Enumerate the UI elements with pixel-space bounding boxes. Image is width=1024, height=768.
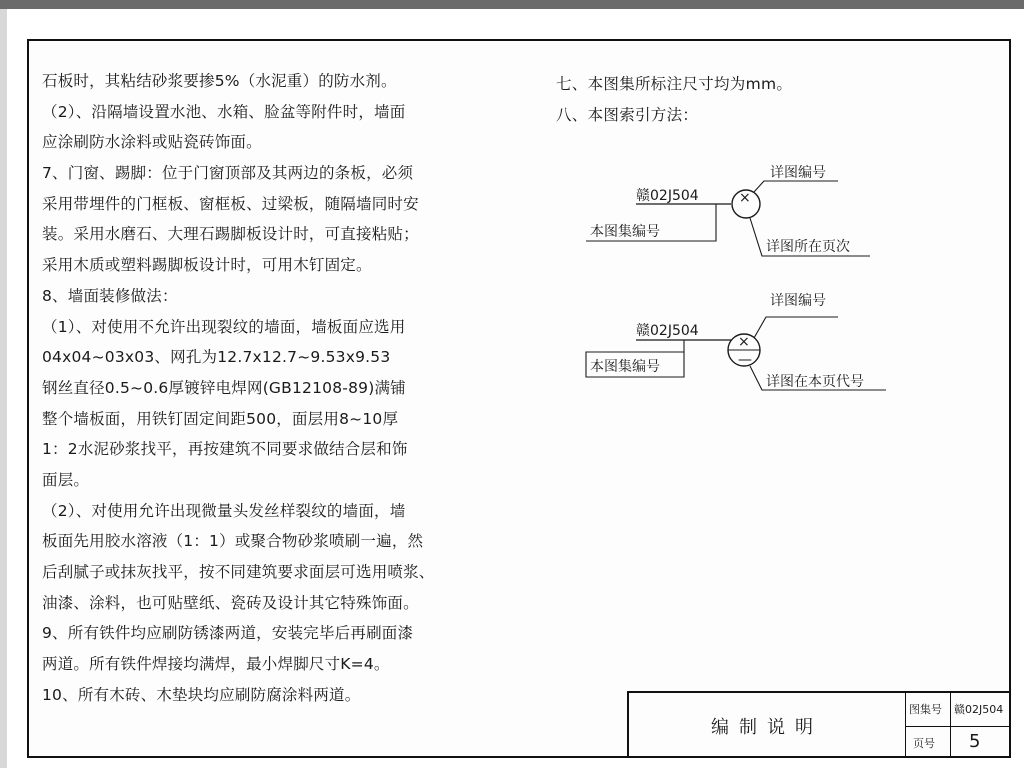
note-line: 1：2水泥砂浆找平，再按建筑不同要求做结合层和饰 [42,440,408,459]
note-line: （2）、沿隔墙设置水池、水箱、脸盆等附件时，墙面 [42,102,406,121]
note-line-dimensions: 七、本图集所标注尺寸均为mm。 [556,75,793,93]
note-line: （2）、对使用允许出现微量头发丝样裂纹的墙面，墙 [42,501,406,520]
diagram1-atlas-label: 本图集编号 [590,224,660,240]
diagram2-code: 赣02J504 [636,323,699,339]
note-line: 整个墙板面，用铁钉固定间距500，面层用8~10厚 [42,409,399,428]
note-line: 9、所有铁件均应刷防锈漆两道，安装完毕后再刷面漆 [42,624,414,643]
title-block-title: 编制说明 [711,716,823,738]
note-line: 10、所有木砖、木垫块均应刷防腐涂料两道。 [42,685,361,704]
diagram2-atlas-label: 本图集编号 [590,359,660,375]
note-line: 装。采用水磨石、大理石踢脚板设计时，可直接粘贴； [42,225,419,244]
note-line: 板面先用胶水溶液（1：1）或聚合物砂浆喷刷一遍，然 [42,532,424,551]
diagram2-detail-mark: × [738,334,750,350]
diagram2-detail-label: 详图编号 [770,293,826,309]
note-line: （1）、对使用不允许出现裂纹的墙面，墙板面应选用 [42,317,406,336]
diagram1-detail-label: 详图编号 [770,165,826,181]
note-line: 采用带埋件的门框板、窗框板、过梁板，随隔墙同时安 [42,194,419,213]
note-line-index-method: 八、本图索引方法： [556,106,699,124]
note-line: 8、墙面装修做法： [42,286,178,305]
index-diagram-2 [586,293,886,390]
note-line: 面层。 [42,470,90,489]
note-line: 04x04~03x03、网孔为12.7x12.7~9.53x9.53 [42,348,391,367]
diagram2-page-mark: — [738,352,752,368]
diagram2-detail-leader [754,317,838,338]
diagram1-page-label: 详图所在页次 [766,239,850,255]
diagram2-page-label: 详图在本页代号 [766,374,864,390]
diagram1-detail-mark: × [739,190,751,206]
note-line: 应涂刷防水涂料或贴瓷砖饰面。 [42,133,262,152]
diagram1-code: 赣02J504 [636,188,699,204]
title-block [627,691,1011,758]
note-line: 油漆、涂料，也可贴壁纸、瓷砖及设计其它特殊饰面。 [42,593,419,612]
note-line: 石板时，其粘结砂浆要掺5%（水泥重）的防水剂。 [42,72,397,90]
atlas-number-label: 图集号 [909,703,942,716]
atlas-number-value: 赣02J504 [954,703,1004,716]
note-line: 采用木质或塑料踢脚板设计时，可用木钉固定。 [42,256,372,275]
note-line: 钢丝直径0.5~0.6厚镀锌电焊网(GB12108-89)满铺 [42,378,406,397]
index-diagram-1 [586,165,870,256]
note-line: 后刮腻子或抹灰找平，按不同建筑要求面层可选用喷浆、 [42,563,435,581]
page-number-value: 5 [969,731,981,752]
note-line: 两道。所有铁件焊接均满焊，最小焊脚尺寸K=4。 [42,655,390,674]
title-block-divider [905,726,1011,727]
diagram1-detail-leader [754,181,838,192]
note-line: 7、门窗、踢脚：位于门窗顶部及其两边的条板，必须 [42,164,414,183]
page-number-label: 页号 [913,737,935,750]
